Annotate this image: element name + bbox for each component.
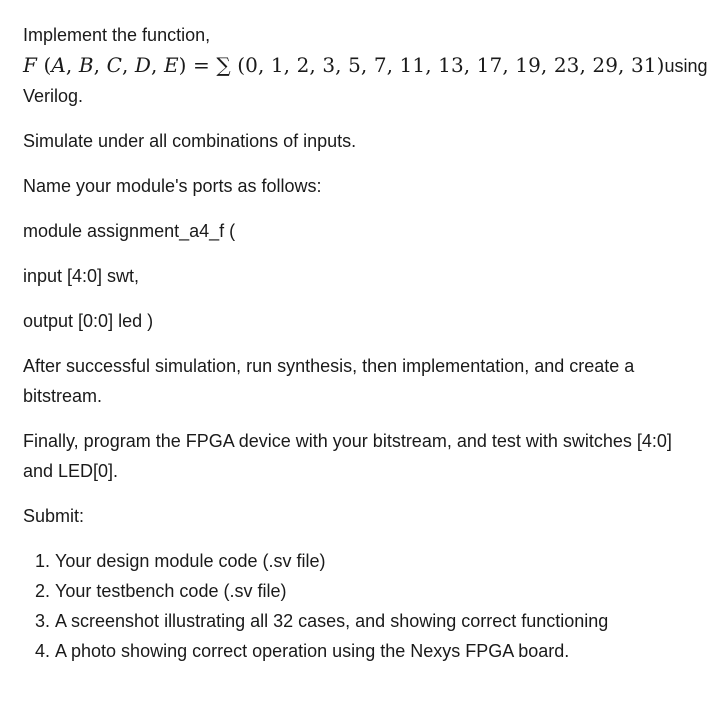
formula-math: F (A, B, C, D, E) = ∑ (0, 1, 2, 3, 5, 7, 11, 13, 17, 19, 23, 29, 31) [23,53,665,77]
submit-heading: Submit: [23,506,85,526]
module-declaration: module assignment_a4_f ( [23,221,236,241]
intro-paragraph [23,20,708,111]
arg-c: C [106,53,122,77]
submit-item-screenshot: 3. A screenshot illustrating all 32 cases, and showing correct functioning [55,606,703,636]
submit-item-testbench: 2. Your testbench code (.sv file) [55,576,703,606]
simulate-instruction: Simulate under all combinations of inputs. [23,131,357,151]
ports-heading: Name your module's ports as follows: [23,176,322,196]
language-line: Verilog. [23,86,84,106]
program-instruction: Finally, program the FPGA device with your bitstream, and test with switches [4:0] and LED[0]. [23,431,672,481]
arg-e: E [163,53,179,77]
sigma-symbol: ∑ [216,53,231,77]
submit-list [23,546,703,666]
arg-b: B [78,53,94,77]
submit-item-design: 1. Your design module code (.sv file) [55,546,703,576]
output-declaration: output [0:0] led ) [23,311,154,331]
input-declaration: input [4:0] swt, [23,266,140,286]
minterm-list: (0, 1, 2, 3, 5, 7, 11, 13, 17, 19, 23, 29, 31) [237,53,665,77]
arg-a: A [51,53,66,77]
synthesis-instruction: After successful simulation, run synthesis, then implementation, and create a bitstream. [23,356,635,406]
using-word: using [664,56,708,76]
arg-d: D [134,53,152,77]
intro-line: Implement the function, [23,25,211,45]
equals-sign: = [193,53,210,77]
function-name: F [23,53,37,77]
assignment-document [23,20,708,666]
function-formula [23,50,708,81]
submit-item-photo: 4. A photo showing correct operation using the Nexys FPGA board. [55,636,703,666]
